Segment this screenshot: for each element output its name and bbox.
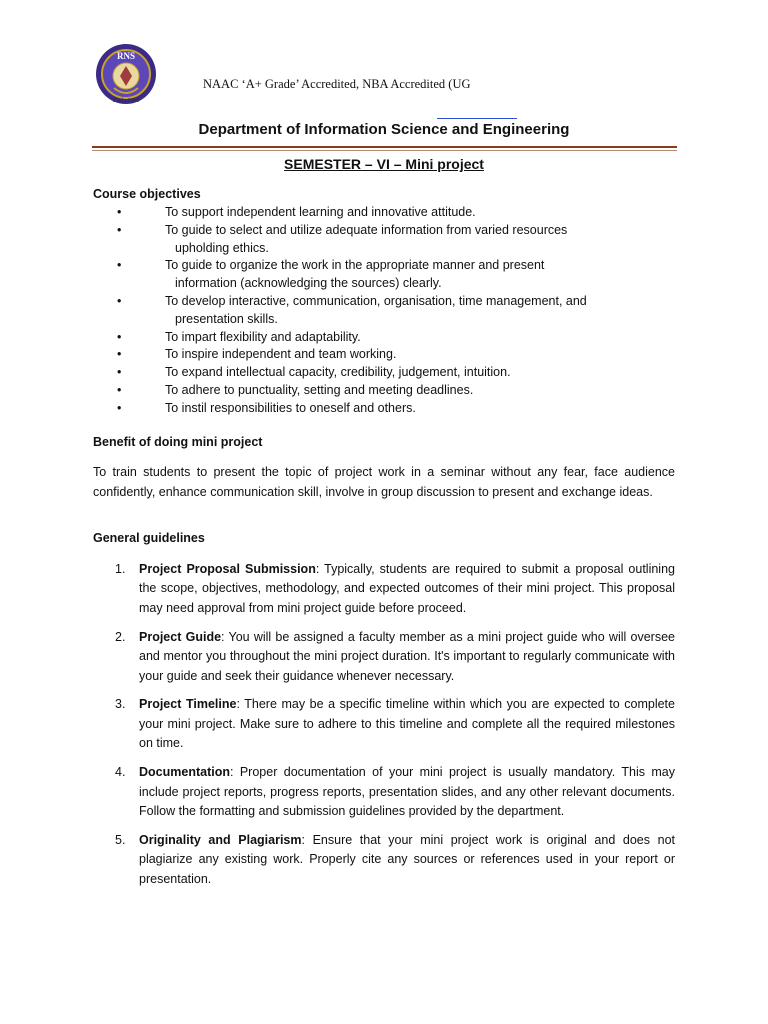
bullet-icon: • [117,365,122,380]
guideline-text: : Ensure that your mini project work is original and does not plagiarize any existing work. Properly cite any sources or references used in your report or presentation. [139,832,675,886]
guidelines-list [93,560,675,899]
objective-text-continued: upholding ethics. [175,240,269,255]
accreditation-text: NAAC ‘A+ Grade’ Accredited, NBA Accredited (UG [203,77,471,91]
objective-text: To guide to organize the work in the appropriate manner and present [165,258,545,273]
college-logo [94,42,158,106]
bullet-icon: • [117,293,122,308]
guideline-item [93,831,675,889]
objective-item [93,364,675,382]
objective-text: To instil responsibilities to oneself and others. [165,400,416,415]
objective-text: To develop interactive, communication, organisation, time management, and [165,293,587,308]
guideline-text: : Typically, students are required to submit a proposal outlining the scope, objectives, methodology, and expected outcomes of their mini project. This proposal may need approval from mini project guide before proceed. [139,562,675,615]
bullet-icon: • [117,222,122,237]
guideline-item [93,763,675,821]
guideline-title: Project Proposal Submission [139,562,316,576]
objective-text-continued: information (acknowledging the sources) clearly. [175,276,442,291]
objective-text: To impart flexibility and adaptability. [165,329,361,344]
bullet-icon: • [117,205,122,219]
logo-letters: RNS [116,51,136,61]
bullet-icon: • [117,347,122,362]
guideline-number: 5. [115,832,126,847]
bullet-icon: • [117,329,122,344]
guideline-title: Project Guide [139,629,222,644]
bullet-icon: • [117,258,122,273]
objective-item [93,293,675,329]
objective-text: To support independent learning and innovative attitude. [165,205,476,219]
objective-text: To guide to select and utilize adequate information from varied resources [165,222,568,237]
guideline-text: : Proper documentation of your mini project is usually mandatory. This may include project reports, progress reports, presentation slides, and any other relevant documents. Follow the formatting and submission guidelines provided by the department. [139,765,675,818]
objective-text-continued: presentation skills. [175,311,278,326]
logo-caption: Estd : 2001 [112,98,140,104]
benefit-heading: Benefit of doing mini project [93,435,263,449]
guideline-text: : You will be assigned a faculty member as a mini project guide who will oversee and mentor you throughout the mini project duration. It's important to regularly communicate with your guide and seek their guidance whenever necessary. [139,629,675,683]
objective-item [93,382,675,400]
bullet-icon: • [117,400,122,415]
hyperlink-underline [437,118,517,119]
guidelines-heading: General guidelines [93,531,205,545]
objective-item [93,346,675,364]
guideline-number: 1. [115,562,126,576]
objective-text: To inspire independent and team working. [165,347,397,362]
course-objectives-list [93,204,675,418]
guideline-title: Originality and Plagiarism [139,832,302,847]
guideline-item [93,560,675,618]
header-divider [92,146,677,148]
guideline-number: 3. [115,697,126,712]
objective-item [93,222,675,258]
objective-text: To expand intellectual capacity, credibility, judgement, intuition. [165,365,511,380]
guideline-item [93,695,675,753]
department-title: Department of Information Science and Engineering [198,121,570,138]
bullet-icon: • [117,382,122,397]
semester-title: SEMESTER – VI – Mini project [284,156,484,172]
objective-item [93,257,675,293]
guideline-number: 4. [115,765,126,780]
guideline-title: Project Timeline [139,697,237,712]
guideline-item [93,628,675,686]
objective-text: To adhere to punctuality, setting and meeting deadlines. [165,382,474,397]
course-objectives-heading: Course objectives [93,187,201,201]
objective-item [93,329,675,347]
objective-item [93,204,675,222]
guideline-text: : There may be a specific timeline within which you are expected to complete your mini project. Make sure to adhere to this timeline and complete all the required milestones on time. [139,697,675,751]
guideline-number: 2. [115,629,126,644]
header-divider-thin [92,150,677,151]
objective-item [93,400,675,418]
benefit-paragraph: To train students to present the topic of project work in a seminar without any fear, face audience confidently, enhance communication skill, involve in group discussion to present and exchange ideas. [93,465,675,499]
guideline-title: Documentation [139,765,230,780]
